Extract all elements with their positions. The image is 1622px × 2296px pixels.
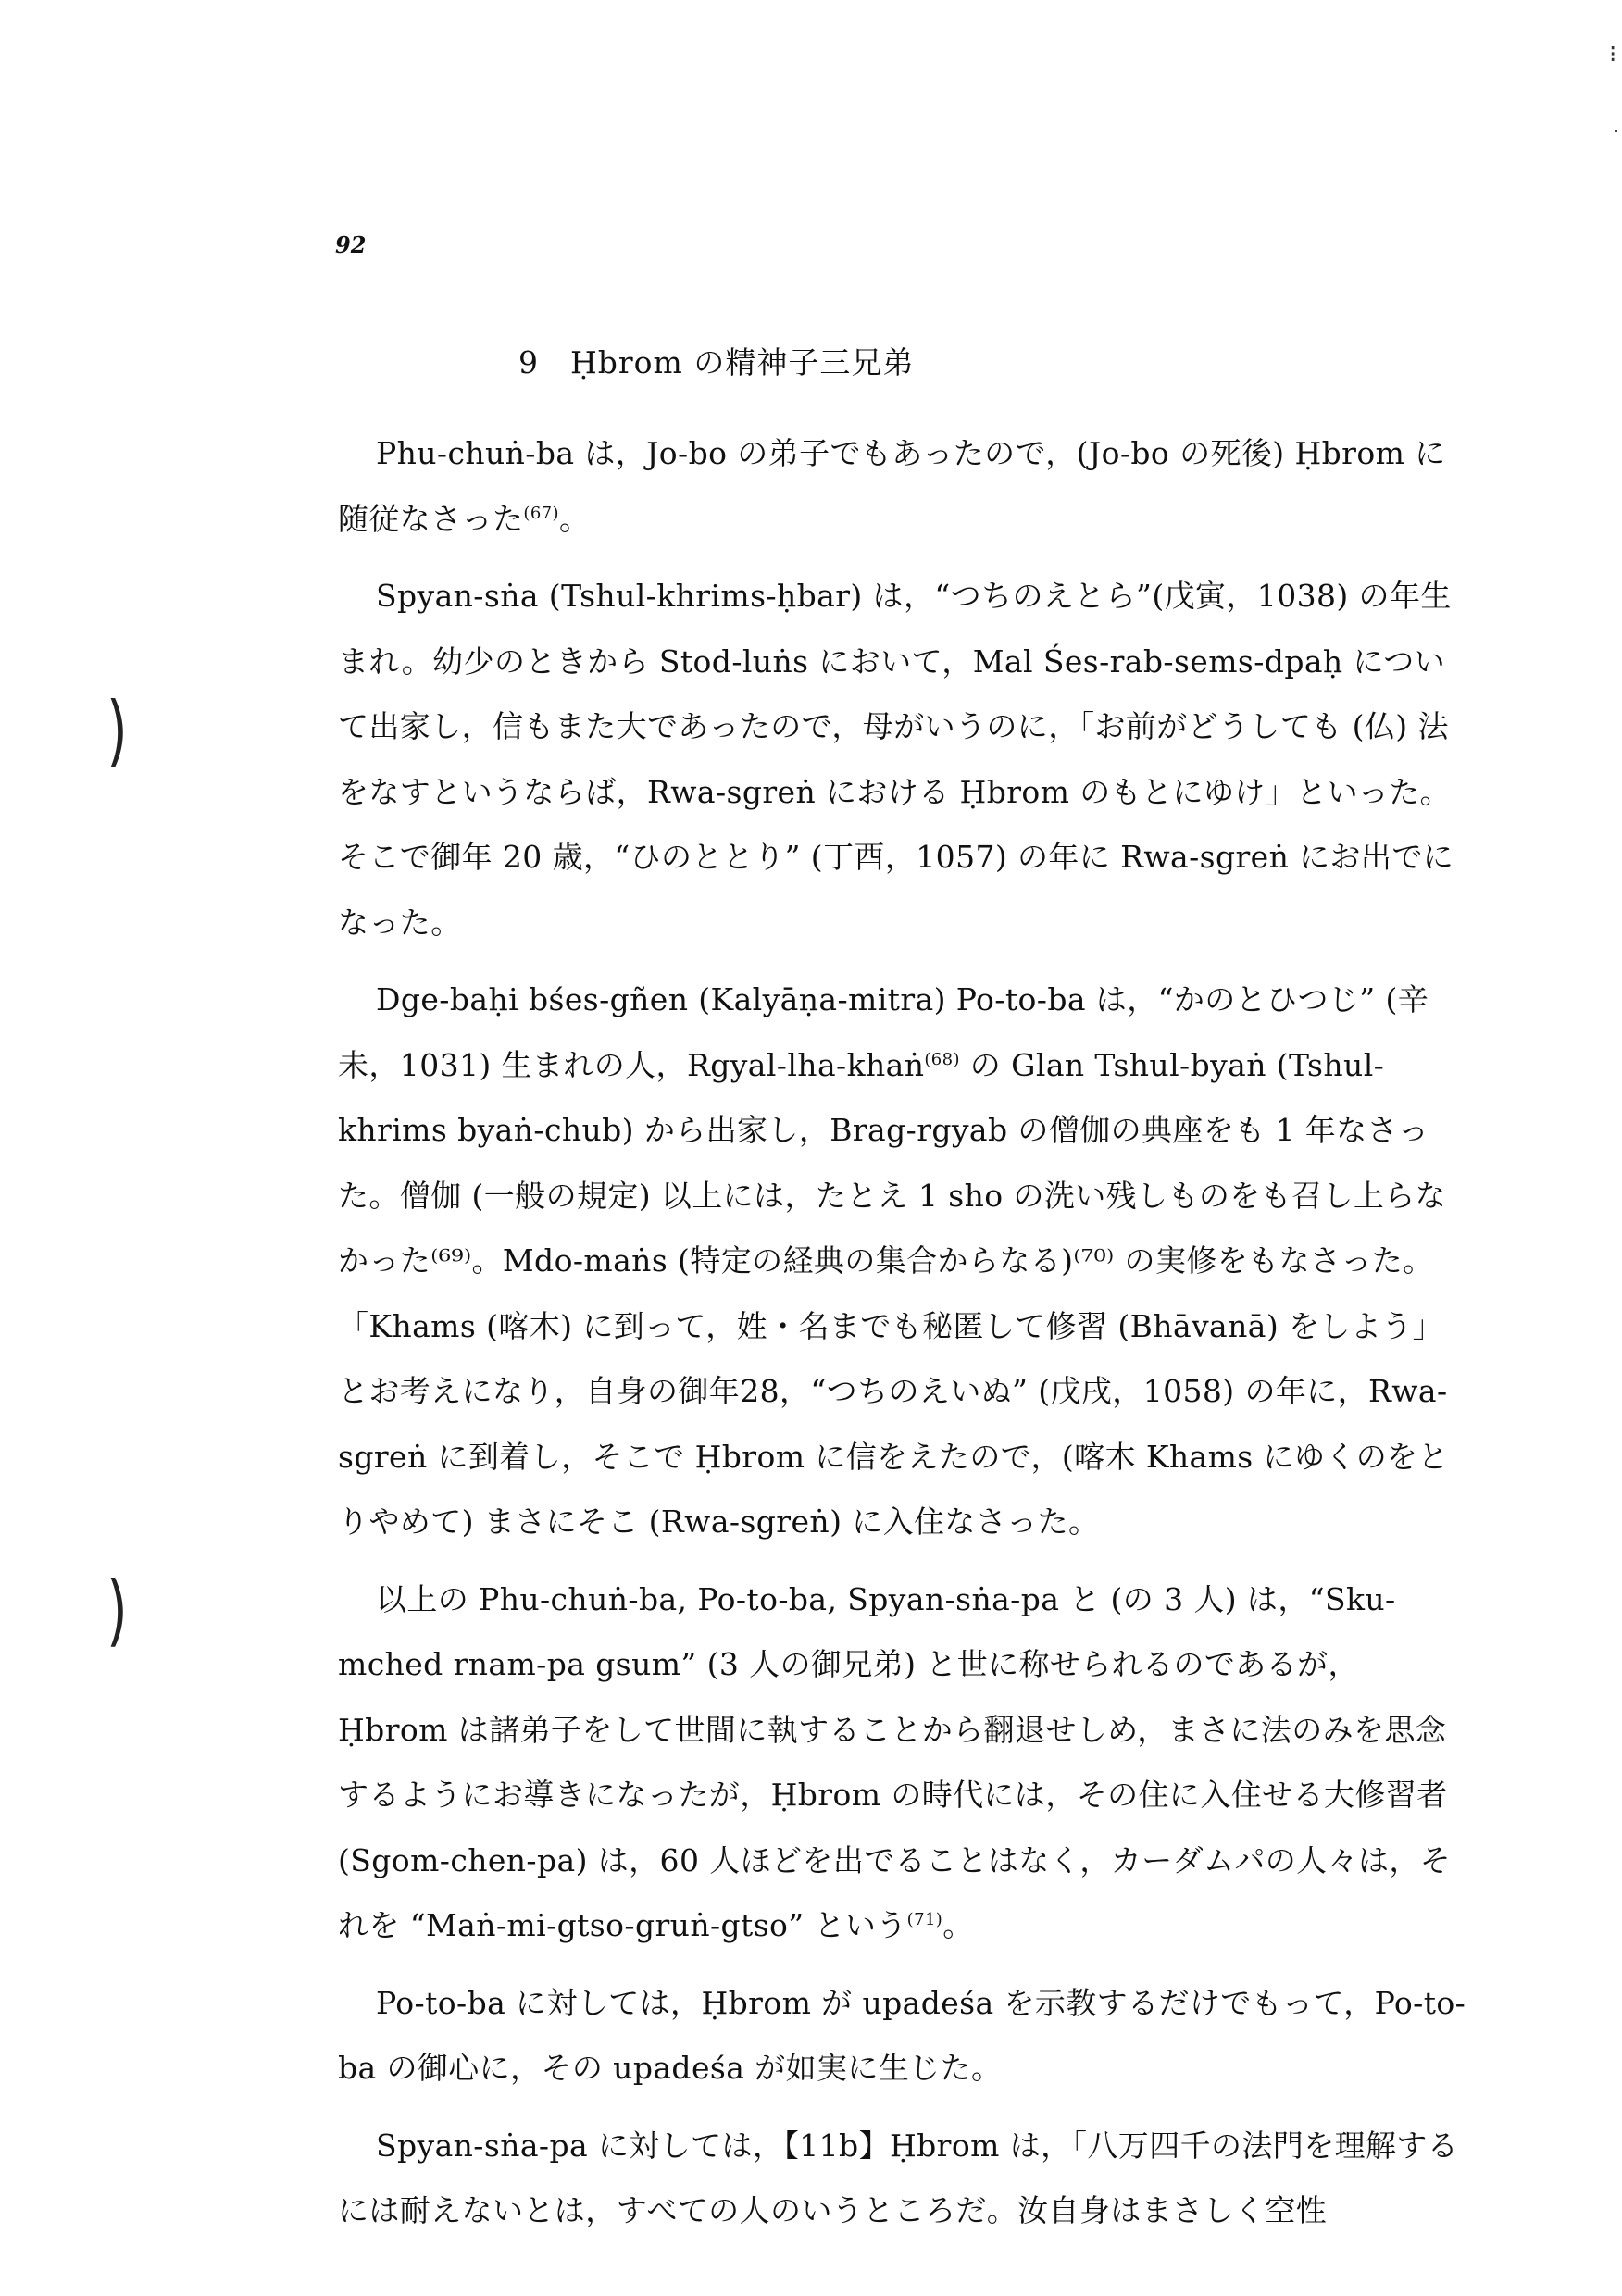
paragraph-6 <box>338 2114 1467 2244</box>
footnote-ref: (71) <box>906 1910 943 1929</box>
body-text <box>338 421 1467 2256</box>
paragraph-3 <box>338 967 1467 1555</box>
section-heading: 9 Ḥbrom の精神子三兄弟 <box>518 344 915 381</box>
paragraph-text: Spyan-sṅa (Tshul-khrims-ḥbar) は，“つちのえとら”(戊寅，1038) の年生まれ。幼少のときから Stod-luṅs において，Mal Śes-rab-sems-dpaḥ について出家し，信もまた大であったので，母がいうのに，「お前がどうしても (仏) 法をなすというならば，Rwa-sgreṅ における Ḥbrom のもとにゆけ」といった。そこで御年 20 歳，“ひのととり” (丁酉，1057) の年に Rwa-sgreṅ にお出でになった。 <box>338 578 1454 941</box>
paragraph-tail: の Glan Tshul-byaṅ (Tshul-khrims byaṅ-chub) から出家し，Brag-rgyab の僧伽の典座をも 1 年なさった。僧伽 (一般の規定) 以上には，たとえ 1 sho の洗い残しものをも召し上らなかった⁽⁶⁹⁾。Mdo-maṅs (特定の経典の集合からなる)⁽⁷⁰⁾ の実修をもなさった。「Khams (喀木) に到って，姓・名までも秘匿して修習 (Bhāvanā) をしよう」とお考えになり，自身の御年28，“つちのえいぬ” (戊戌，1058) の年に，Rwa-sgreṅ に到着し，そこで Ḥbrom に信をえたので，(喀木 Khams にゆくのをとりやめて) まさにそこ (Rwa-sgreṅ) に入住なさった。 <box>338 1046 1449 1540</box>
paragraph-text: 以上の Phu-chuṅ-ba, Po-to-ba, Spyan-sṅa-pa と (の 3 人) は，“Sku-mched rnam-pa gsum” (3 人の御兄弟) と世に称せられるのであるが，Ḥbrom は諸弟子をして世間に執することから翻退せしめ，まさに法のみを思念するようにお導きになったが，Ḥbrom の時代には，その住に入住せる大修習者 (Sgom-chen-pa) は，60 人ほどを出でることはなく，カーダムパの人々は，それを “Maṅ-mi-gtso-gruṅ-gtso” という <box>338 1580 1452 1943</box>
margin-dot <box>1615 130 1617 132</box>
paragraph-text: Phu-chuṅ-ba は，Jo-bo の弟子でもあったので，(Jo-bo の死後) Ḥbrom に随従なさった <box>338 435 1446 537</box>
paragraph-5 <box>338 1971 1467 2102</box>
paragraph-tail: 。 <box>558 500 591 537</box>
paragraph-text: Po-to-ba に対しては，Ḥbrom が upadeśa を示教するだけでもって，Po-to-ba の御心に，その upadeśa が如実に生じた。 <box>338 1984 1466 2086</box>
paragraph-text: Spyan-sṅa-pa に対しては，【11b】Ḥbrom は，「八万四千の法門を理解するには耐えないとは，すべての人のいうところだ。汝自身はまさしく空性 <box>338 2127 1459 2228</box>
paragraph-1 <box>338 421 1467 552</box>
paragraph-text: Dge-baḥi bśes-gñen (Kalyāṇa-mitra) Po-to-ba は，“かのとひつじ” (辛未，1031) 生まれの人，Rgyal-lha-khaṅ <box>338 981 1429 1083</box>
footnote-ref: (67) <box>523 503 559 523</box>
page-number: 92 <box>335 231 367 258</box>
binding-hole-mark: ) <box>106 685 128 776</box>
binding-hole-mark: ) <box>106 1565 128 1655</box>
footnote-ref: (68) <box>924 1049 960 1069</box>
margin-mark: ⁝ <box>1609 41 1617 69</box>
paragraph-4 <box>338 1567 1467 1959</box>
paragraph-tail: 。 <box>942 1907 974 1943</box>
paragraph-2 <box>338 564 1467 955</box>
